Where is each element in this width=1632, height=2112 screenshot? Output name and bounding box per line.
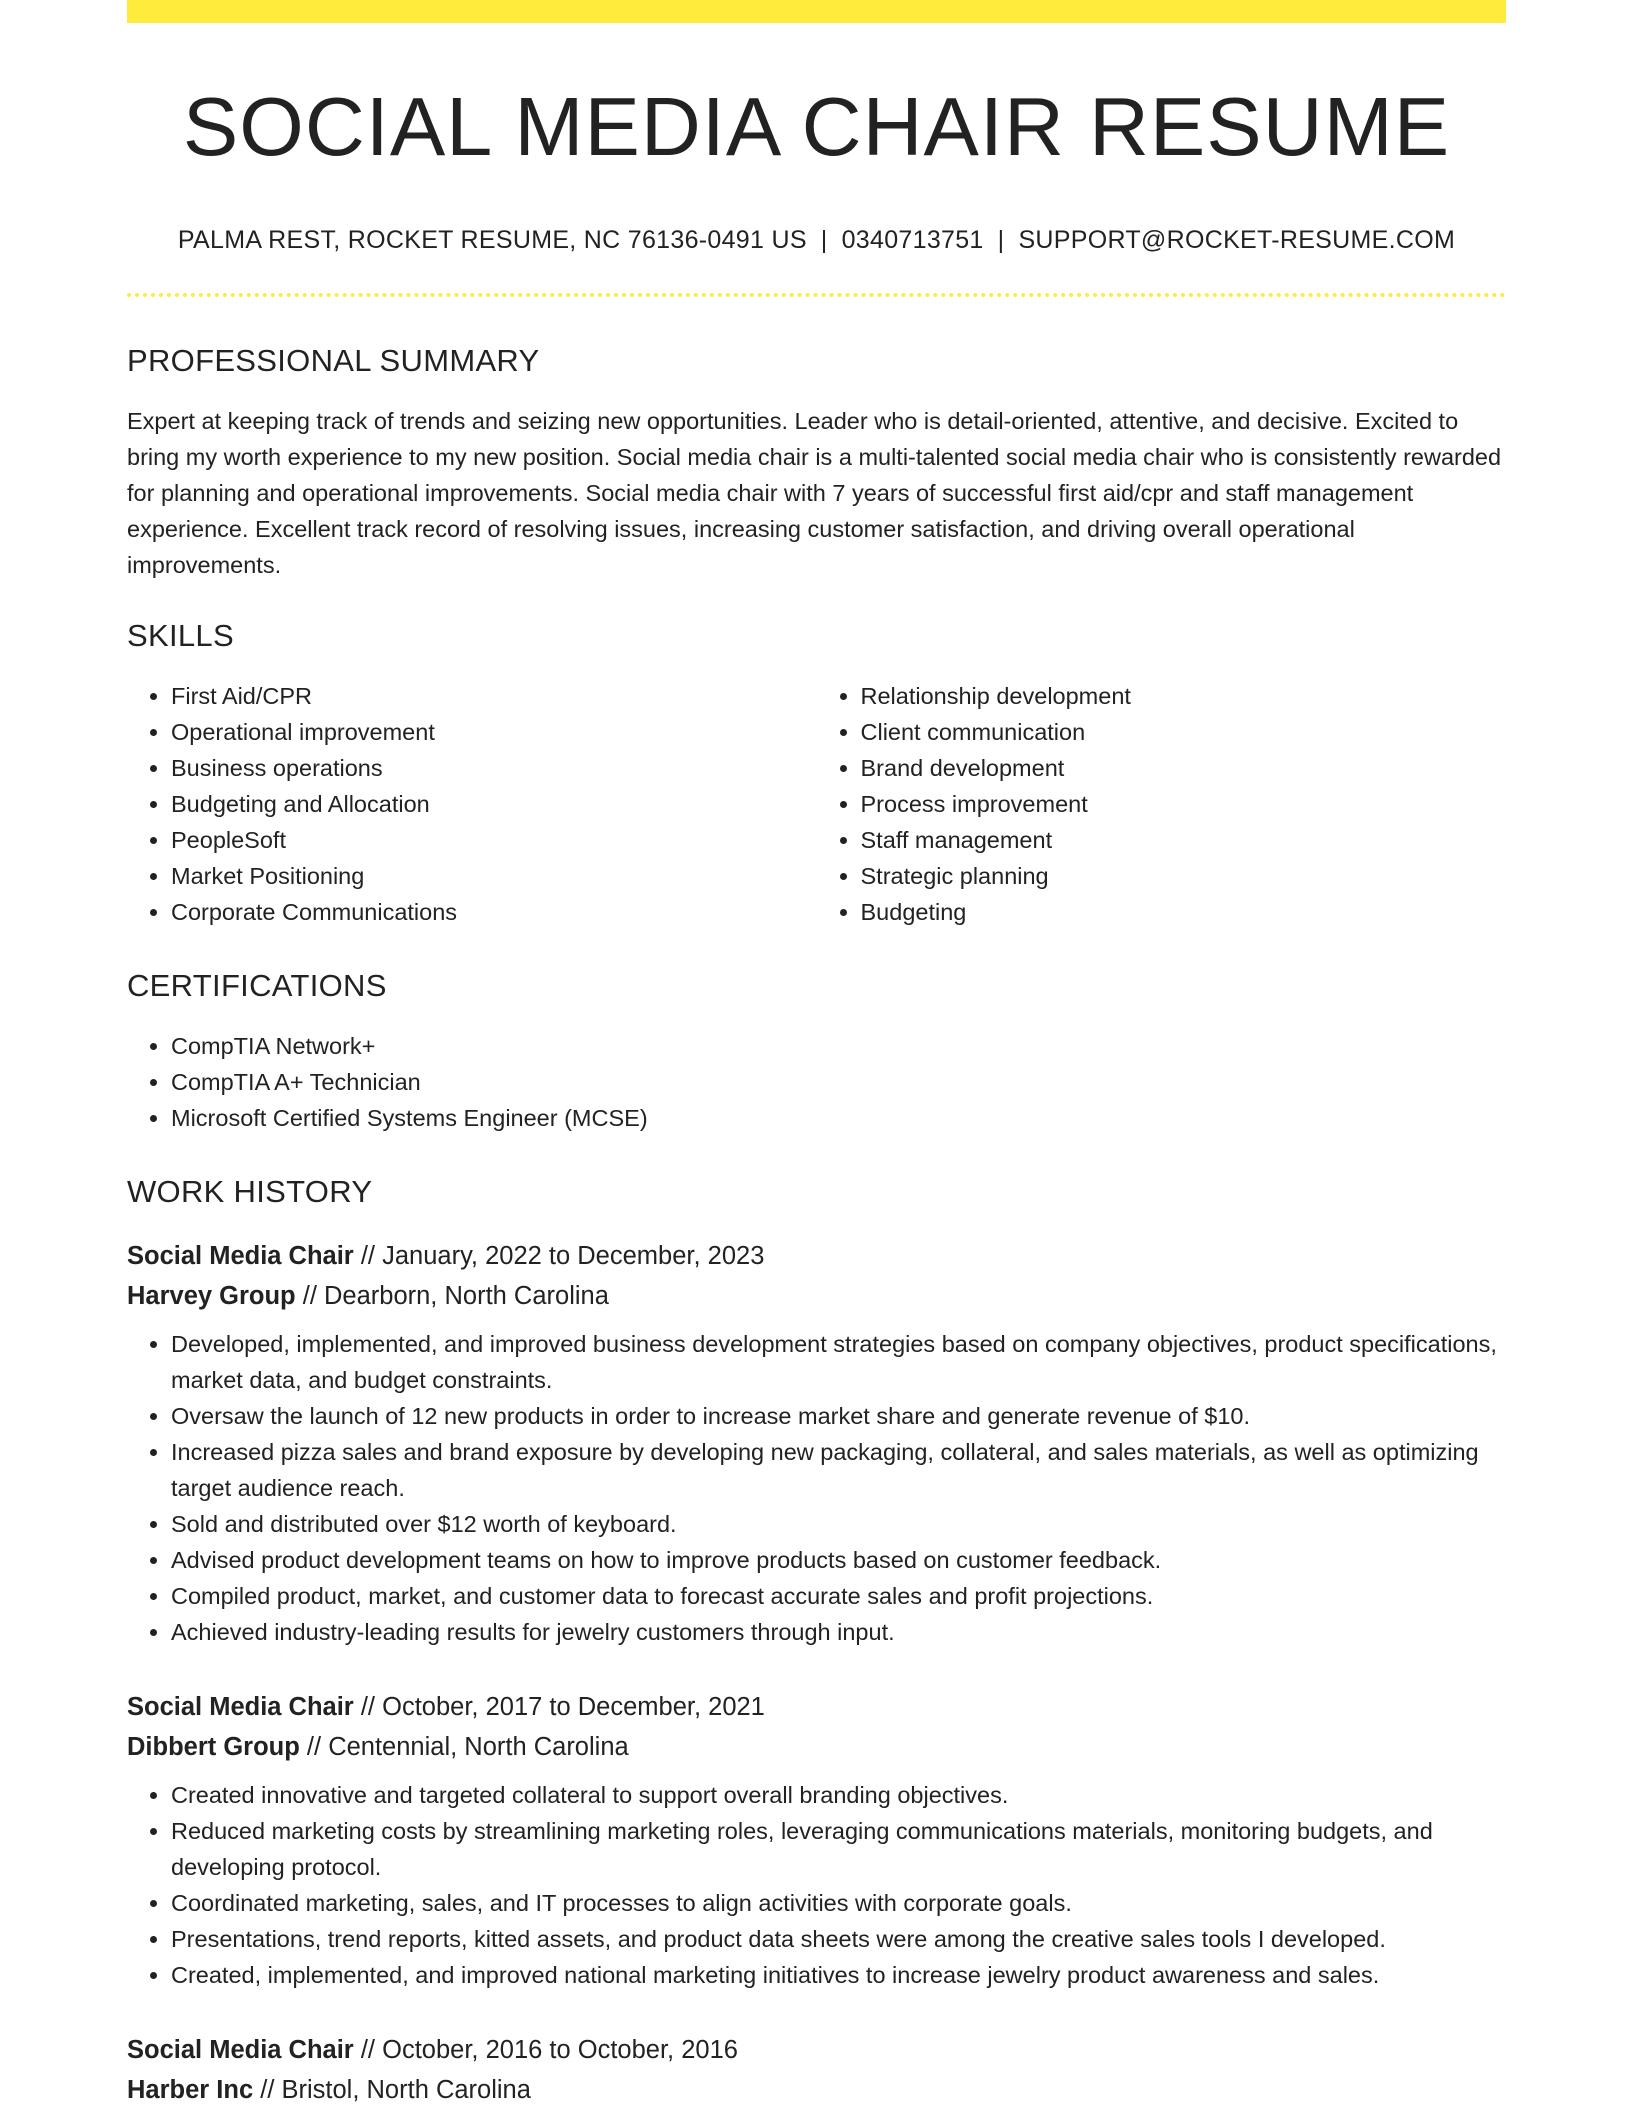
job-separator: // <box>360 1242 376 1270</box>
skill-item: • Budgeting and Allocation <box>171 786 817 822</box>
job-separator: // <box>306 1733 322 1761</box>
certification-item: • Microsoft Certified Systems Engineer (MCSE) <box>171 1100 1506 1136</box>
job-separator: // <box>302 1282 317 1310</box>
job-company-line <box>127 1276 1506 1316</box>
dotted-divider <box>127 293 1506 297</box>
job-bullet: • Developed, implemented, and improved business development strategies based on company objectives, product specifications, market data, and budget constraints. <box>171 1326 1506 1398</box>
job-role: Social Media Chair <box>127 1693 354 1721</box>
job-separator: // <box>260 2076 275 2104</box>
skill-item: • Market Positioning <box>171 858 817 894</box>
job-bullets <box>127 1326 1506 1650</box>
skill-item: • Staff management <box>861 822 1507 858</box>
job-bullet: • Created innovative and targeted collateral to support overall branding objectives. <box>171 1777 1506 1813</box>
skill-item: • Operational improvement <box>171 714 817 750</box>
job-bullet: • Increased pizza sales and brand exposure by developing new packaging, collateral, and sales materials, as well as optimizing target audience reach. <box>171 1434 1506 1506</box>
summary-text: Expert at keeping track of trends and seizing new opportunities. Leader who is detail-oriented, attentive, and decisive. Excited to bring my worth experience to my new position. Social media chair is a multi-talented social media chair who is consistently rewarded for planning and operational improvements. Social media chair with 7 years of successful first aid/cpr and staff management experience. Excellent track record of resolving issues, increasing customer satisfaction, and driving overall operational improvements. <box>127 408 1502 578</box>
job-bullet: • Created, implemented, and improved national marketing initiatives to increase jewelry product awareness and sales. <box>171 1957 1506 1993</box>
job-company-line <box>127 2070 1506 2110</box>
skill-item: • PeopleSoft <box>171 822 817 858</box>
job-entry <box>127 2030 1506 2110</box>
job-bullet: • Oversaw the launch of 12 new products in order to increase market share and generate revenue of $10. <box>171 1398 1506 1434</box>
job-dates: January, 2022 to December, 2023 <box>382 1242 765 1270</box>
job-separator: // <box>360 1693 376 1721</box>
certifications-list <box>127 1028 1506 1136</box>
skill-item: • Client communication <box>861 714 1507 750</box>
skill-item: • Brand development <box>861 750 1507 786</box>
skills-columns <box>127 678 1506 930</box>
skill-item: • Relationship development <box>861 678 1507 714</box>
skill-item: • Corporate Communications <box>171 894 817 930</box>
job-entry <box>127 1236 1506 1650</box>
job-location: Centennial, North Carolina <box>328 1733 629 1761</box>
job-location: Bristol, North Carolina <box>281 2076 531 2104</box>
job-separator: // <box>360 2036 376 2064</box>
job-bullet: • Advised product development teams on how to improve products based on customer feedback. <box>171 1542 1506 1578</box>
skills-list-left <box>127 678 817 930</box>
job-bullet: • Sold and distributed over $12 worth of keyboard. <box>171 1506 1506 1542</box>
skill-item: • Strategic planning <box>861 858 1507 894</box>
job-company-line <box>127 1727 1506 1767</box>
skills-list-right <box>817 678 1507 930</box>
job-bullet: • Coordinated marketing, sales, and IT processes to align activities with corporate goals. <box>171 1885 1506 1921</box>
contact-line <box>127 228 1506 253</box>
job-title-line <box>127 1236 1506 1276</box>
skill-item: • Process improvement <box>861 786 1507 822</box>
job-dates: October, 2017 to December, 2021 <box>382 1693 765 1721</box>
job-bullet: • Reduced marketing costs by streamlining marketing roles, leveraging communications materials, monitoring budgets, and developing protocol. <box>171 1813 1506 1885</box>
contact-address: PALMA REST, ROCKET RESUME, NC 76136-0491 US <box>177 226 807 254</box>
certification-item: • CompTIA A+ Technician <box>171 1064 1506 1100</box>
job-bullets <box>127 1777 1506 1993</box>
job-title-line <box>127 1687 1506 1727</box>
job-company: Harber Inc <box>127 2076 254 2104</box>
contact-separator: | <box>820 226 828 254</box>
resume-page <box>127 0 1506 2110</box>
skill-item: • First Aid/CPR <box>171 678 817 714</box>
skills-heading: SKILLS <box>127 618 234 653</box>
job-role: Social Media Chair <box>127 1242 354 1270</box>
skill-item: • Business operations <box>171 750 817 786</box>
skill-item: • Budgeting <box>861 894 1507 930</box>
contact-separator: | <box>997 226 1005 254</box>
contact-phone: 0340713751 <box>841 226 984 254</box>
job-title-line <box>127 2030 1506 2070</box>
job-entry <box>127 1687 1506 1993</box>
contact-email: SUPPORT@ROCKET-RESUME.COM <box>1018 226 1456 254</box>
top-accent-bar <box>127 0 1506 23</box>
job-company: Dibbert Group <box>127 1733 300 1761</box>
summary-heading: PROFESSIONAL SUMMARY <box>127 343 540 378</box>
certification-item: • CompTIA Network+ <box>171 1028 1506 1064</box>
job-bullet: • Compiled product, market, and customer data to forecast accurate sales and profit projections. <box>171 1578 1506 1614</box>
job-location: Dearborn, North Carolina <box>324 1282 609 1310</box>
resume-title: SOCIAL MEDIA CHAIR RESUME <box>182 80 1451 173</box>
work-history-heading: WORK HISTORY <box>127 1174 373 1209</box>
certifications-heading: CERTIFICATIONS <box>127 968 387 1003</box>
job-bullet: • Presentations, trend reports, kitted assets, and product data sheets were among the creative sales tools I developed. <box>171 1921 1506 1957</box>
job-role: Social Media Chair <box>127 2036 354 2064</box>
job-company: Harvey Group <box>127 1282 296 1310</box>
job-dates: October, 2016 to October, 2016 <box>382 2036 738 2064</box>
job-bullet: • Achieved industry-leading results for jewelry customers through input. <box>171 1614 1506 1650</box>
